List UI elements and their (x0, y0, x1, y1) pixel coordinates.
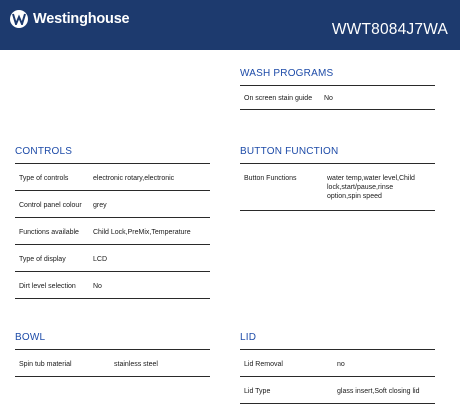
spec-value: LCD (93, 256, 108, 263)
westinghouse-w-icon (10, 10, 28, 28)
spec-value: glass insert,Soft closing lid (337, 388, 420, 395)
spec-row (15, 272, 210, 299)
spec-row (15, 350, 210, 377)
spec-row (15, 164, 210, 191)
spec-label: Dirt level selection (19, 283, 76, 290)
section-title: LID (240, 332, 435, 350)
spec-row (240, 86, 435, 110)
spec-value: stainless steel (114, 361, 158, 368)
wash-programs-section (240, 68, 435, 110)
spec-row (240, 350, 435, 377)
brand-logo[interactable] (10, 9, 129, 29)
spec-label: Control panel colour (19, 202, 82, 209)
spec-label: Functions available (19, 229, 79, 236)
section-title: CONTROLS (15, 146, 210, 164)
section-title: WASH PROGRAMS (240, 68, 435, 86)
model-number: WWT8084J7WA (331, 21, 448, 38)
spec-label: Type of controls (19, 175, 69, 182)
spec-label: Spin tub material (19, 361, 72, 368)
header-bar (0, 0, 460, 50)
spec-label: Type of display (19, 256, 66, 263)
spec-row (240, 377, 435, 404)
spec-row (240, 164, 435, 211)
spec-label: Button Functions (244, 175, 297, 182)
spec-value: no (337, 361, 345, 368)
spec-label: Lid Type (244, 388, 271, 395)
spec-row (15, 218, 210, 245)
spec-row (15, 191, 210, 218)
spec-value: electronic rotary,electronic (93, 175, 175, 182)
spec-row (15, 245, 210, 272)
section-title: BOWL (15, 332, 210, 350)
brand-name: Westinghouse (33, 11, 130, 27)
button-function-section (240, 146, 435, 211)
spec-value: grey (93, 202, 107, 209)
bowl-section (15, 332, 210, 377)
spec-value: No (324, 95, 333, 102)
spec-value: Child Lock,PreMix,Temperature (93, 229, 191, 236)
spec-label: Lid Removal (244, 361, 283, 368)
controls-section (15, 146, 210, 299)
lid-section (240, 332, 435, 404)
spec-value: water temp,water level,Child lock,start/pause,rinse option,spin speed (327, 175, 415, 200)
spec-value: No (93, 283, 102, 290)
section-title: BUTTON FUNCTION (240, 146, 435, 164)
spec-label: On screen stain guide (244, 95, 313, 102)
